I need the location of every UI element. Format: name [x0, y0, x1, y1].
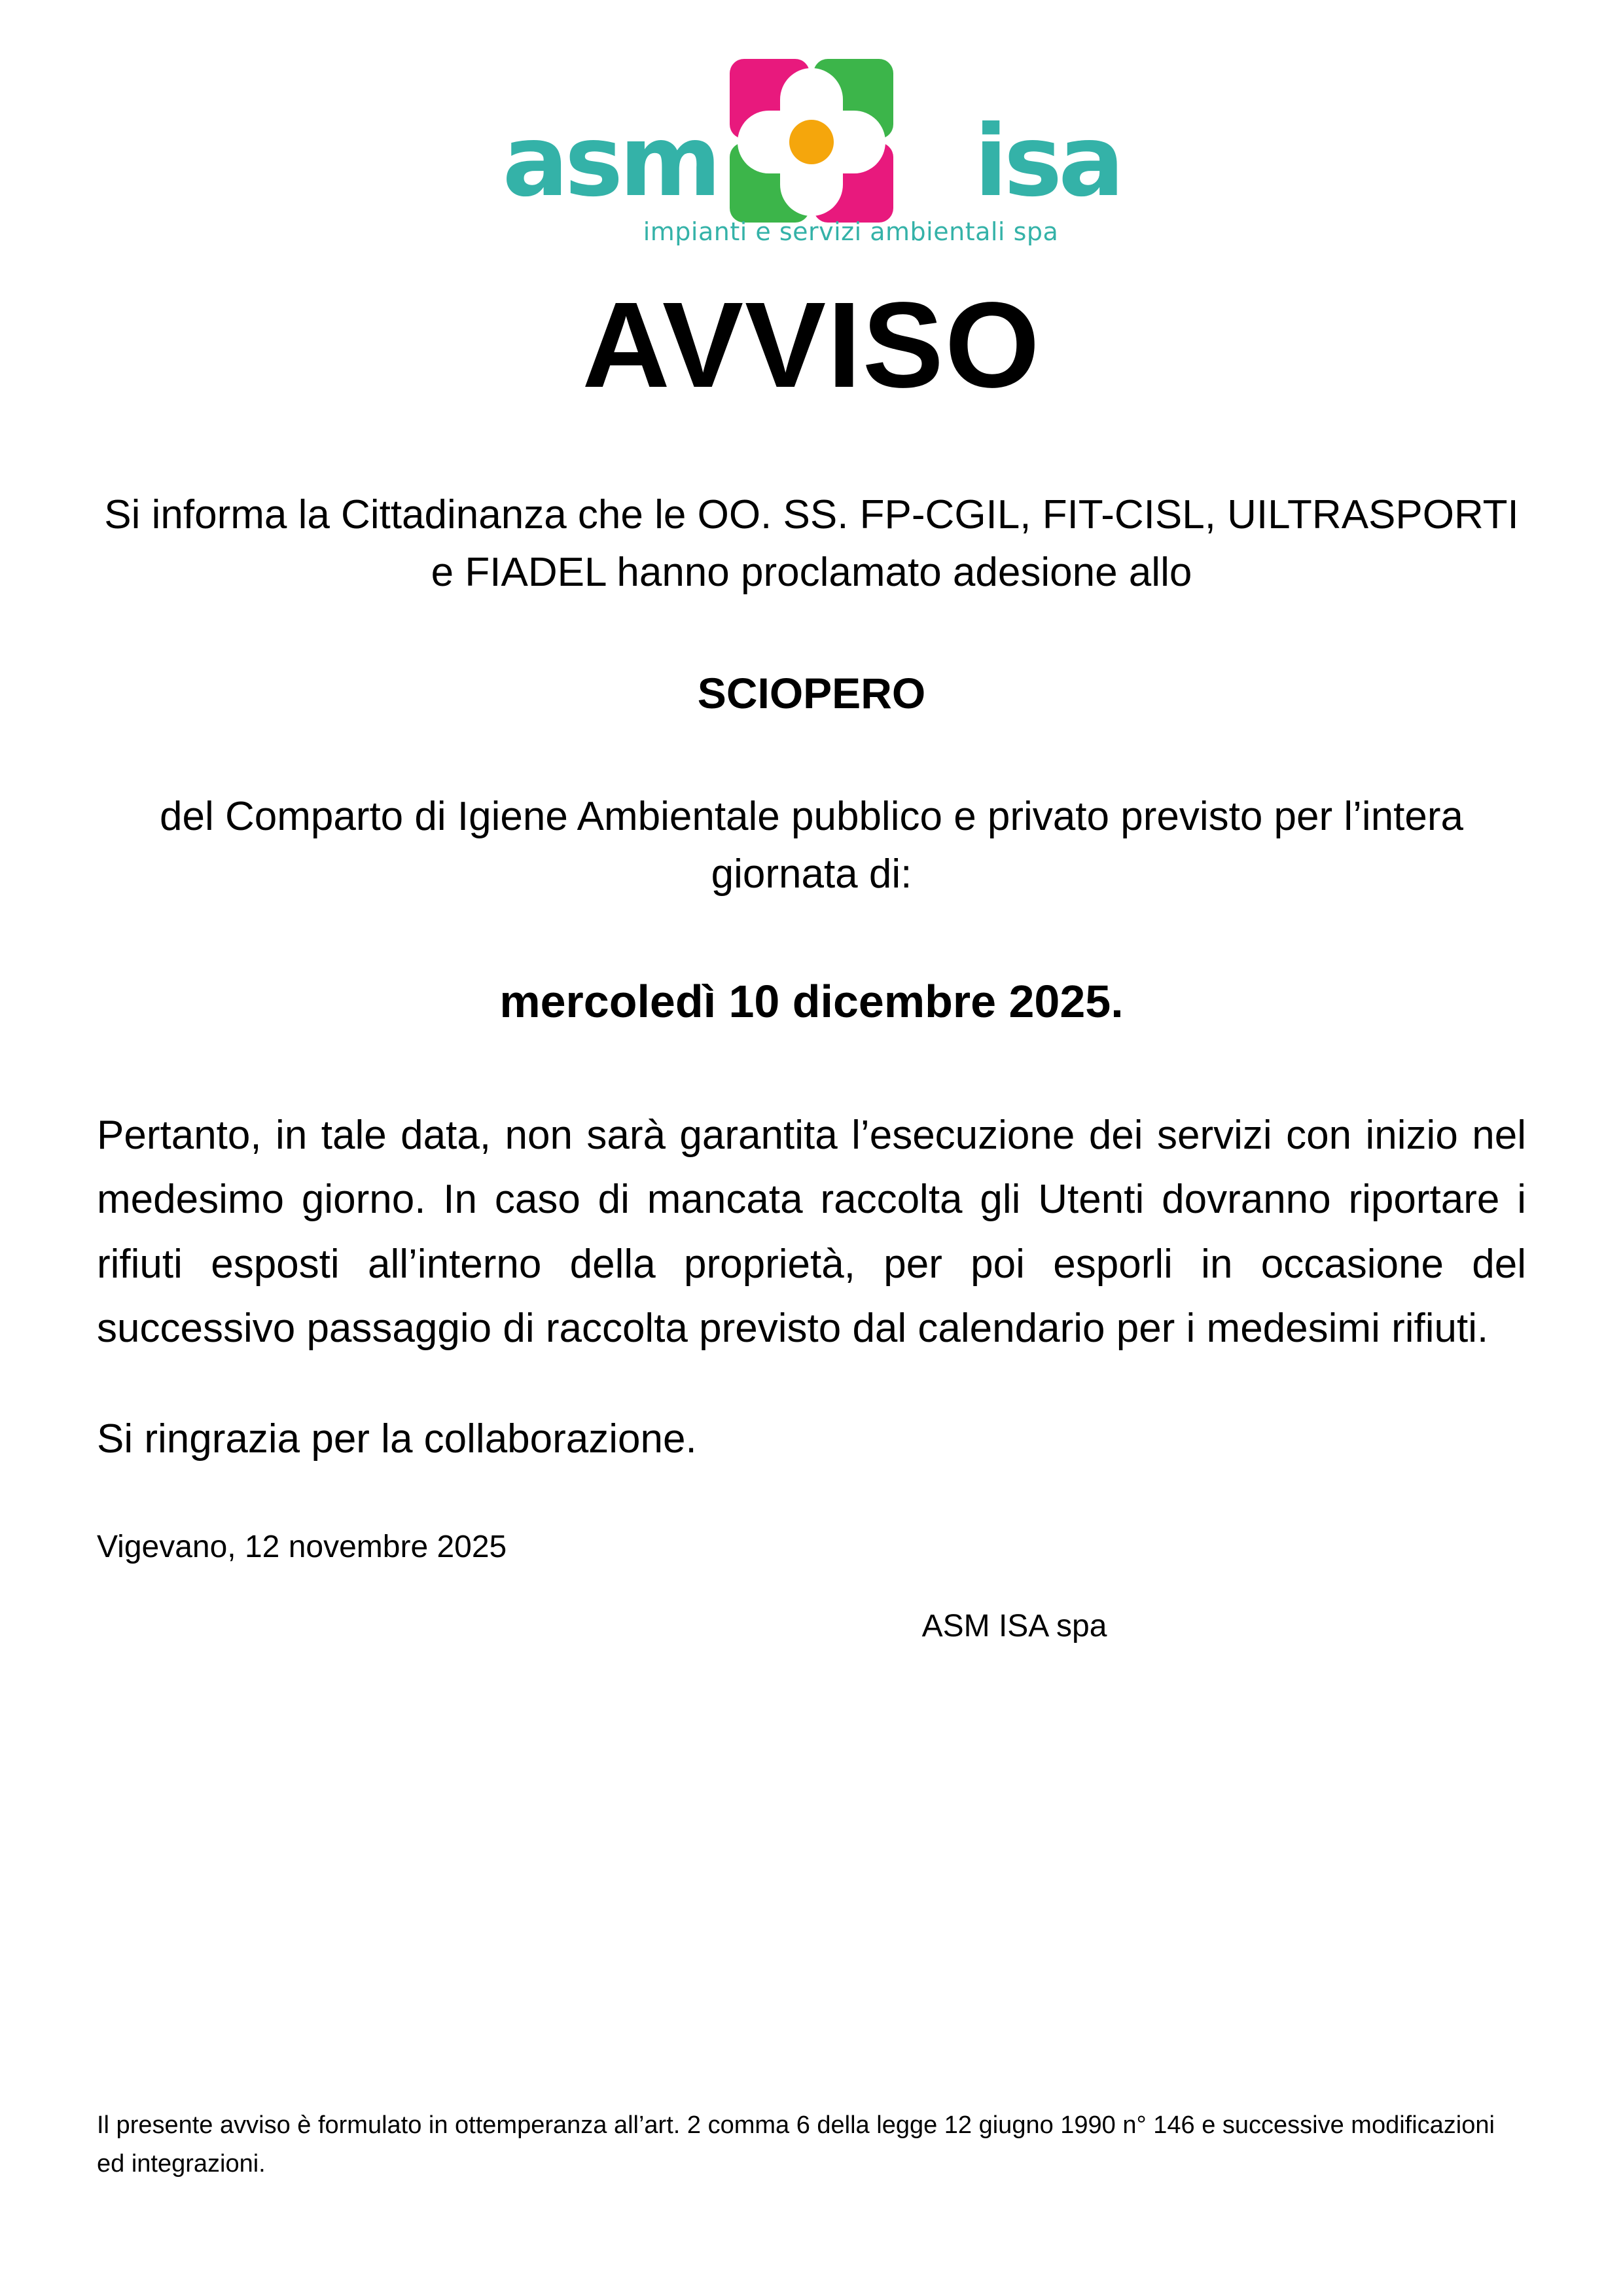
body-paragraph: Pertanto, in tale data, non sarà garantita l’esecuzione dei servizi con inizio nel medesimo giorno. In caso di mancata raccolta gli Utenti dovranno riportare i rifiuti esposti all’interno della proprietà, per poi esporli in occasione del successivo passaggio di raccolta previsto dal calendario per i medesimi rifiuti. — [97, 1112, 1526, 1352]
place-and-date: Vigevano, 12 novembre 2025 — [97, 1529, 507, 1564]
strike-date-heading: mercoledì 10 dicembre 2025. — [499, 975, 1124, 1027]
logo-word-isa: isa — [974, 105, 1121, 219]
logo-tagline: impianti e servizi ambientali spa — [643, 217, 1059, 246]
logo-word-asm: asm — [502, 105, 718, 219]
spacer — [97, 601, 1526, 664]
legal-footnote: Il presente avviso è formulato in ottemperanza all’art. 2 comma 6 della legge 12 giugno 1990 n° 146 e successive modificazioni ed integrazioni. — [97, 2111, 1495, 2178]
company-logo — [97, 0, 1526, 253]
page-title: AVVISO — [582, 278, 1041, 413]
lead-paragraph: Si informa la Cittadinanza che le OO. SS. FP-CGIL, FIT-CISL, UILTRASPORTI e FIADEL hanno proclamato adesione allo — [104, 492, 1519, 596]
logo-wordmark — [502, 105, 1121, 219]
logo-graphic — [502, 56, 1121, 253]
scope-paragraph: del Comparto di Igiene Ambientale pubblico e privato previsto per l’intera giornata di: — [159, 794, 1464, 897]
signature-line: ASM ISA spa — [921, 1608, 1107, 1643]
subtitle-sciopero: SCIOPERO — [697, 669, 926, 718]
thanks-line: Si ringrazia per la collaborazione. — [97, 1416, 697, 1462]
